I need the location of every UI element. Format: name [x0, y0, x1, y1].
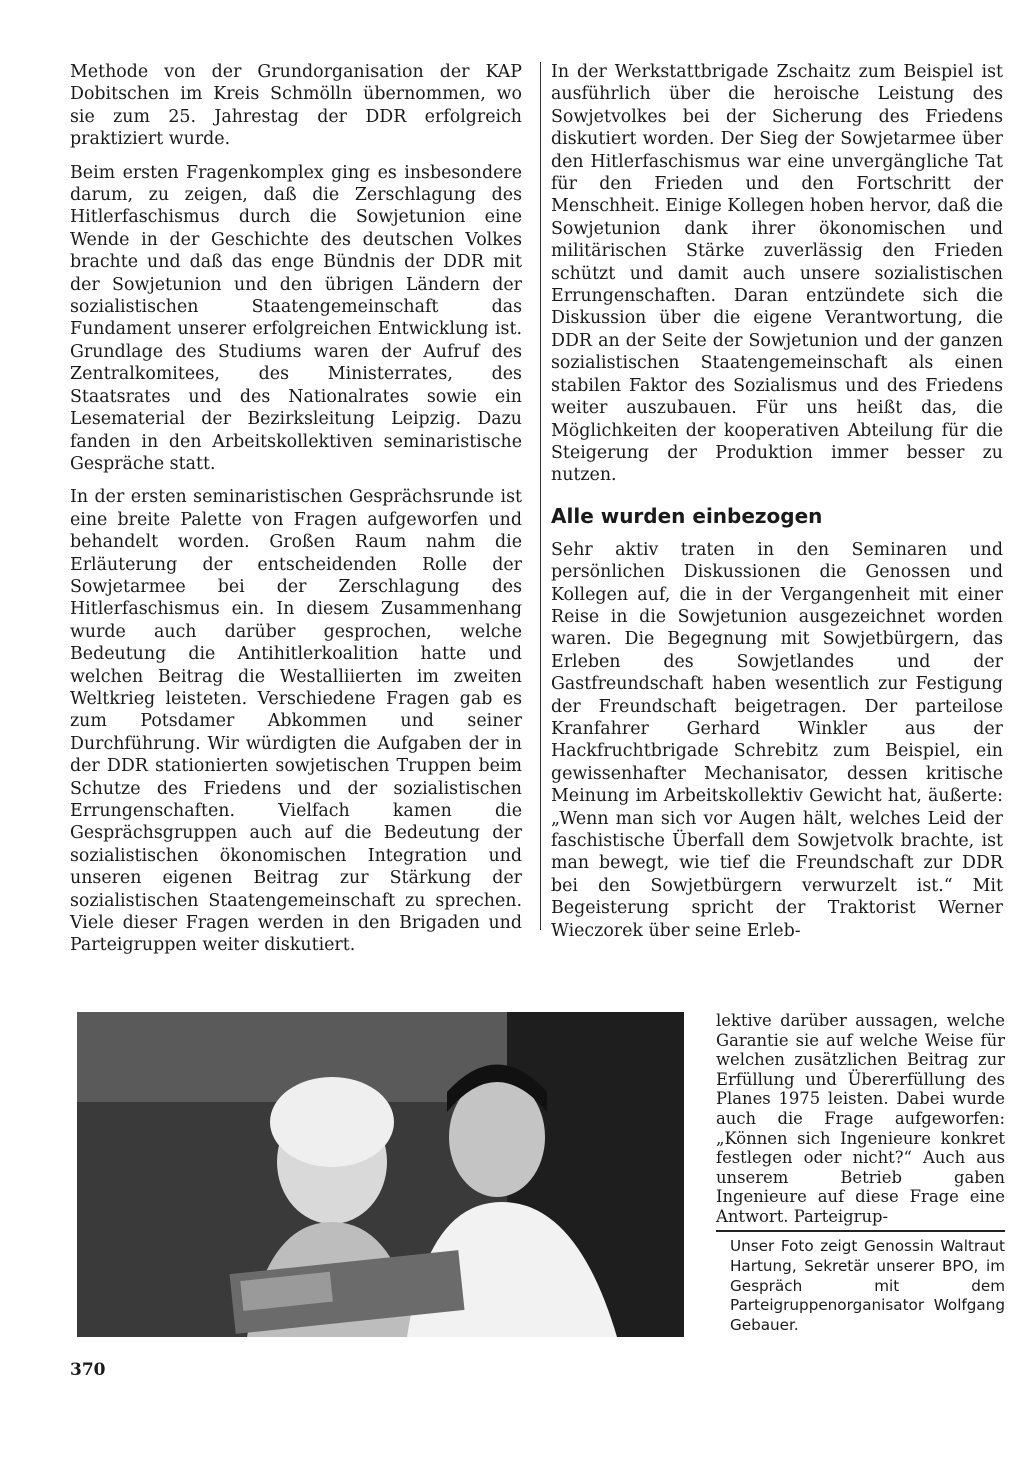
right-column [551, 61, 1003, 953]
paragraph: Sehr aktiv traten in den Seminaren und persönlichen Diskussionen die Genossen und Kollegen auf, die in der Vergangenheit mit einer Reise in die Sowjetunion ausgezeichnet worden waren. Die Begegnung mit Sowjetbürgern, das Erleben des Sowjetlandes und der Gastfreundschaft haben wesentlich zur Festigung der Freundschaft beigetragen. Der parteilose Kranfahrer Gerhard Winkler aus der Hackfruchtbrigade Schrebitz zum Beispiel, ein gewissenhafter Mechanisator, dessen kritische Meinung im Arbeitskollektiv Gewicht hat, äußerte: „Wenn man sich vor Augen hält, welches Leid der faschistische Überfall dem Sowjetvolk brachte, ist man bewegt, wie tief die Freundschaft zur DDR bei den Sowjetbürgern verwurzelt ist.“ Mit Begeisterung spricht der Traktorist Werner Wieczorek über seine Erleb- [551, 539, 1003, 941]
photo-caption: Unser Foto zeigt Genossin Waltraut Hartung, Sekretär unserer BPO, im Gespräch mit dem Parteigruppenorganisator Wolfgang Gebauer. [730, 1237, 1005, 1335]
column-divider [540, 62, 541, 930]
paragraph: In der ersten seminaristischen Gesprächsrunde ist eine breite Palette von Fragen aufgeworfen und behandelt worden. Großen Raum nahm die Erläuterung der entscheidenden Rolle der Sowjetarmee bei der Zerschlagung des Hitlerfaschismus ein. In diesem Zusammenhang wurde auch darüber gesprochen, welche Bedeutung die Antihitlerkoalition hatte und welchen Beitrag die Westalliierten im zweiten Weltkrieg leisteten. Verschiedene Fragen gab es zum Potsdamer Abkommen und seiner Durchführung. Wir würdigten die Aufgaben der in der DDR stationierten sowjetischen Truppen beim Schutze des Friedens und der sozialistischen Errungenschaften. Vielfach kamen die Gesprächsgruppen auch auf die Bedeutung der sozialistischen ökonomischen Integration und unseren eigenen Beitrag zur Stärkung der sozialistischen Staatengemeinschaft zu sprechen. Viele dieser Fragen werden in den Brigaden und Parteigruppen weiter diskutiert. [70, 487, 522, 956]
paragraph: In der Werkstattbrigade Zschaitz zum Beispiel ist ausführlich über die heroische Leistung des Sowjetvolkes bei der Sicherung des Friedens diskutiert worden. Der Sieg der Sowjetarmee über den Hitlerfaschismus war eine unvergängliche Tat für den Frieden und den Fortschritt der Menschheit. Einige Kollegen hoben hervor, daß die Sowjetunion dank ihrer ökonomischen und militärischen Stärke zuverlässig den Frieden schützt und damit auch unsere sozialistischen Errungenschaften. Daran entzündete sich die Diskussion über die eigene Verantwortung, die DDR an der Seite der Sowjetunion und der ganzen sozialistischen Staatengemeinschaft als einen stabilen Faktor des Sozialismus und des Friedens weiter auszubauen. Für uns heißt das, die Möglichkeiten der kooperativen Abteilung für die Steigerung der Produktion immer besser zu nutzen. [551, 62, 1003, 486]
paragraph: lektive darüber aussagen, welche Garantie sie auf welche Weise für welchen zusätzlichen Beitrag zur Erfüllung und Übererfüllung des Planes 1975 leisten. Dabei wurde auch die Frage aufgeworfen: „Können sich Ingenieure konkret festlegen oder nicht?“ Auch aus unserem Betrieb gaben Ingenieure auf diese Frage eine Antwort. Parteigrup- [716, 1011, 1005, 1226]
paragraph: Beim ersten Fragenkomplex ging es insbesondere darum, zu zeigen, daß die Zerschlagung des Hitlerfaschismus durch die Sowjetunion eine Wende in der Geschichte des deutschen Volkes brachte und daß das enge Bündnis der DDR mit der Sowjetunion und den übrigen Ländern der sozialistischen Staatengemeinschaft das Fundament unserer erfolgreichen Entwicklung ist. Grundlage des Studiums waren der Aufruf des Zentralkomitees, des Ministerrates, des Staatsrates und des Nationalrates sowie ein Lesematerial der Bezirksleitung Leipzig. Dazu fanden in den Arbeitskollektiven seminaristische Gespräche statt. [70, 162, 522, 474]
photo-illustration [77, 1012, 684, 1337]
section-heading: Alle wurden einbezogen [551, 503, 823, 528]
left-column [70, 61, 522, 968]
bottom-column [716, 1011, 1005, 1238]
photo [77, 1012, 684, 1337]
page-number: 370 [70, 1360, 106, 1380]
caption-rule [716, 1230, 1005, 1232]
paragraph: Methode von der Grundorganisation der KAP Dobitschen im Kreis Schmölln übernommen, wo sie zum 25. Jahrestag der DDR erfolgreich praktiziert wurde. [70, 62, 522, 150]
